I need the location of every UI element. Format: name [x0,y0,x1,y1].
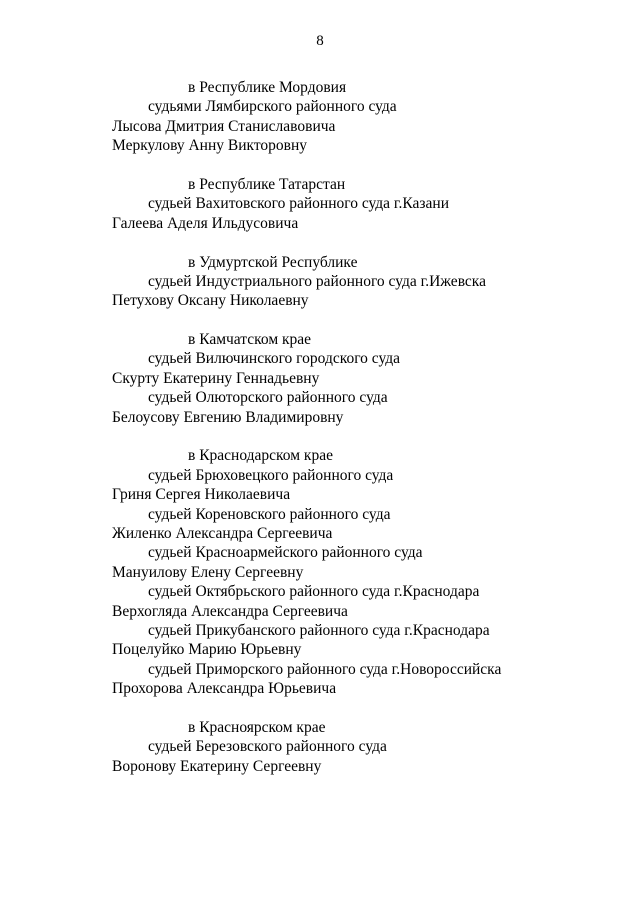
page-number: 8 [316,33,324,49]
region-section [112,253,612,311]
judge-name: Верхогляда Александра Сергеевича [112,602,348,620]
region-section [112,446,612,698]
region-heading: в Краснодарском крае [188,447,333,465]
judge-name: Петухову Оксану Николаевну [112,292,309,310]
court-position: судьей Олюторского районного суда [148,389,388,407]
region-section [112,718,612,776]
court-position: судьей Кореновского районного суда [148,505,391,523]
judge-name: Прохорова Александра Юрьевича [112,680,337,698]
region-heading: в Красноярском крае [188,718,326,736]
judge-name: Меркулову Анну Викторовну [112,137,308,155]
judge-name: Скурту Екатерину Геннадьевну [112,369,320,387]
court-position: судьей Октябрьского районного суда г.Краснодара [148,583,480,601]
judge-name: Гриня Сергея Николаевича [112,486,291,504]
court-position: судьей Прикубанского районного суда г.Краснодара [148,621,490,639]
judge-name: Галеева Аделя Ильдусовича [112,214,299,232]
judge-name: Жиленко Александра Сергеевича [112,524,333,542]
court-position: судьей Красноармейского районного суда [148,544,423,562]
court-position: судьями Лямбирского районного суда [148,98,397,116]
region-heading: в Республике Татарстан [188,175,346,193]
judge-name: Поцелуйко Марию Юрьевну [112,641,302,659]
region-heading: в Камчатском крае [188,331,312,349]
region-heading: в Удмуртской Республике [188,253,358,271]
document-body [112,78,612,795]
judge-name: Белоусову Евгению Владимировну [112,408,344,426]
judge-name: Мануилову Елену Сергеевну [112,563,304,581]
region-section [112,330,612,427]
region-section [112,175,612,233]
court-position: судьей Березовского районного суда [148,738,387,756]
judge-name: Воронову Екатерину Сергеевну [112,757,322,775]
court-position: судьей Вахитовского районного суда г.Казани [148,195,450,213]
region-section [112,78,612,156]
court-position: судьей Брюховецкого районного суда [148,466,394,484]
court-position: судьей Приморского районного суда г.Новороссийска [148,660,502,678]
court-position: судьей Вилючинского городского суда [148,350,401,368]
court-position: судьей Индустриального районного суда г.Ижевска [148,272,486,290]
region-heading: в Республике Мордовия [188,79,347,96]
judge-name: Лысова Дмитрия Станиславовича [112,117,336,135]
